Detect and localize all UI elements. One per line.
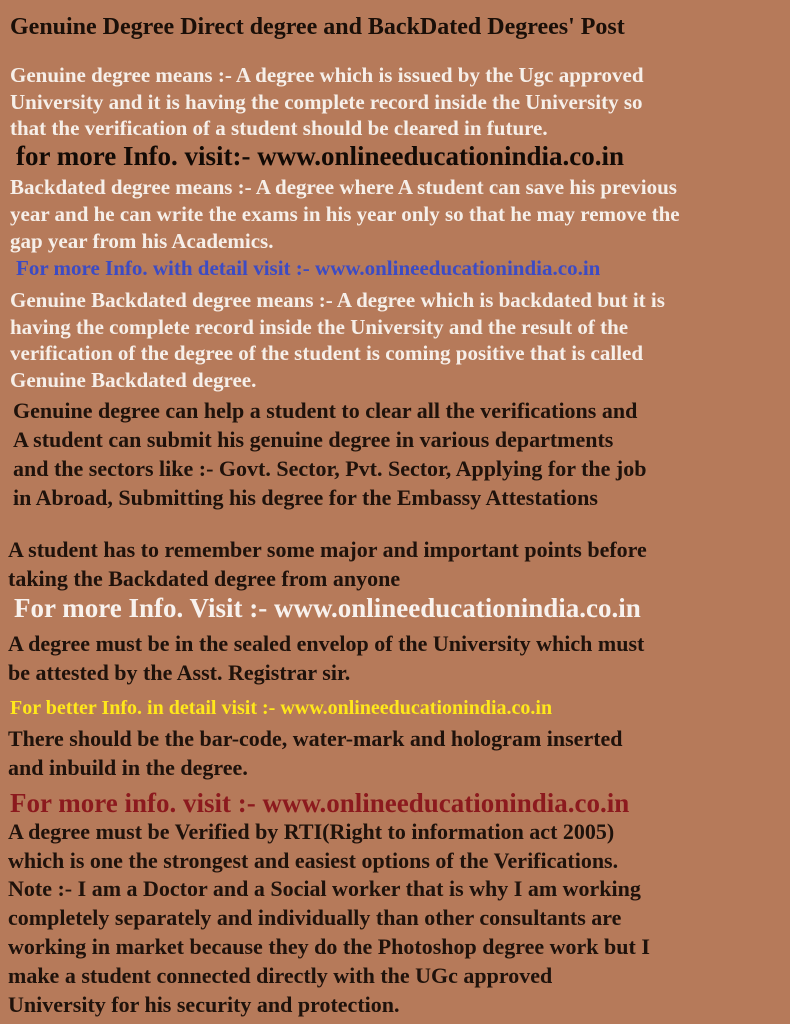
text-line: gap year from his Academics. [10,229,274,253]
text-line: University for his security and protection. [8,992,400,1017]
page-title: Genuine Degree Direct degree and BackDated Degrees' Post [10,14,625,40]
text-line: There should be the bar-code, water-mark and hologram inserted [8,726,623,751]
info-link-1: for more Info. visit:- www.onlineeducationindia.co.in [16,141,625,171]
author-note [8,874,650,1019]
text-line: A degree must be Verified by RTI(Right to information act 2005) [8,819,615,844]
text-line: that the verification of a student should be cleared in future. [10,116,548,140]
sealed-envelope-point [8,629,644,687]
text-line: A student can submit his genuine degree in various departments [13,427,614,452]
genuine-degree-definition [10,62,644,142]
text-line: A degree must be in the sealed envelop of the University which must [8,631,645,656]
text-line: completely separately and individually than other consultants are [8,905,622,930]
text-line: make a student connected directly with the UGc approved [8,963,553,988]
text-line: A student has to remember some major and important points before [8,537,647,562]
info-link-2: For more Info. with detail visit :- www.onlineeducationindia.co.in [16,256,601,280]
info-link-4: For better Info. in detail visit :- www.onlineeducationindia.co.in [10,697,553,719]
text-line: in Abroad, Submitting his degree for the Embassy Attestations [13,485,598,510]
text-line: Backdated degree means :- A degree where A student can save his previous [10,175,677,199]
text-line: Genuine degree means :- A degree which is issued by the Ugc approved [10,63,644,87]
text-line: verification of the degree of the student is coming positive that is called [10,341,644,366]
backdated-degree-definition [10,174,680,255]
text-line: Genuine degree can help a student to clear all the verifications and [13,398,638,423]
important-points-intro [8,535,647,593]
text-line: and inbuild in the degree. [8,755,248,780]
text-line: taking the Backdated degree from anyone [8,566,401,591]
text-line: which is one the strongest and easiest options of the Verifications. [8,847,619,873]
text-line: Genuine Backdated degree means :- A degree which is backdated but it is [10,288,665,312]
info-link-5: For more info. visit :- www.onlineeducationindia.co.in [10,788,630,818]
genuine-degree-benefits [13,396,646,512]
text-line: working in market because they do the Photoshop degree work but I [8,934,650,959]
rti-verification-point [8,818,618,875]
genuine-backdated-definition [10,287,665,394]
text-line: Note :- I am a Doctor and a Social worker that is why I am working [8,876,641,901]
text-line: year and he can write the exams in his year only so that he may remove the [10,202,680,226]
info-link-3: For more Info. Visit :- www.onlineeducationindia.co.in [14,593,641,623]
text-line: and the sectors like :- Govt. Sector, Pvt. Sector, Applying for the job [13,456,647,481]
barcode-hologram-point [8,724,623,782]
text-line: Genuine Backdated degree. [10,368,257,393]
text-line: be attested by the Asst. Registrar sir. [8,660,351,685]
text-line: University and it is having the complete record inside the University so [10,89,643,114]
text-line: having the complete record inside the University and the result of the [10,314,629,339]
